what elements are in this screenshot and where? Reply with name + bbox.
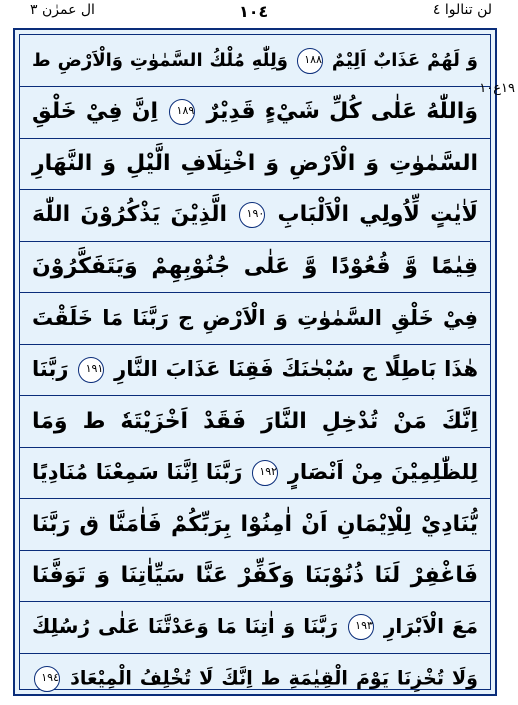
line-text	[32, 563, 478, 588]
verse-text: اِنَّكَ مَنْ تُدْخِلِ النَّارَ فَقَدْ اَخْزَيْتَهٗ ط وَمَا	[32, 408, 478, 434]
ayah-number-marker: ١٩٢	[252, 460, 278, 486]
text-line	[20, 138, 490, 190]
line-text	[32, 512, 478, 537]
line-text	[32, 357, 478, 383]
verse-text: السَّمٰوٰتِ وَ الْاَرْضِ وَ اخْتِلَافِ الَّيْلِ وَ النَّهَارِ	[32, 151, 478, 176]
verse-text: وَلَا تُخْزِنَا يَوْمَ الْقِيٰمَةِ ط اِنَّكَ لَا تُخْلِفُ الْمِيْعَادَ	[70, 667, 478, 690]
ayah-number-marker: ١٩٠	[239, 202, 265, 228]
text-line	[20, 344, 490, 396]
text-line	[20, 499, 490, 551]
verse-text: وَلِلّٰهِ مُلْكُ السَّمٰوٰتِ وَالْاَرْضِ ط	[32, 49, 295, 71]
page-header	[0, 0, 518, 22]
verse-text: وَاللّٰهُ عَلٰى كُلِّ شَيْءٍ قَدِيْرٌ	[206, 99, 478, 124]
surah-name: ال عمرٰن ٣	[30, 2, 95, 18]
verse-text: لَاٰيٰتٍ لِّاُولِي الْاَلْبَابِ	[277, 202, 479, 227]
line-text	[32, 202, 478, 228]
text-line	[20, 241, 490, 293]
verse-text: فِيْ خَلْقِ السَّمٰوٰتِ وَ الْاَرْضِ ج رَبَّنَا مَا خَلَقْتَ	[32, 306, 478, 330]
line-text	[32, 151, 478, 176]
line-text	[32, 409, 478, 434]
verse-text: وَ لَهُمْ عَذَابٌ اَلِيْمٌ	[331, 49, 478, 71]
verse-text: فَاغْفِرْ لَنَا ذُنُوْبَنَا وَكَفِّرْ عَنَّا سَيِّاٰتِنَا وَ تَوَفَّنَا	[32, 563, 478, 588]
line-text	[32, 306, 478, 330]
text-line	[20, 190, 490, 242]
verse-text: مَعَ الْاَبْرَارِ	[383, 613, 478, 638]
verse-text: الَّذِيْنَ يَذْكُرُوْنَ اللّٰهَ	[32, 202, 238, 227]
page-number: ١٠٤	[239, 2, 269, 21]
verse-text: قِيٰمًا وَّ قُعُوْدًا وَّ عَلٰى جُنُوْبِهِمْ وَيَتَفَكَّرُوْنَ	[32, 254, 478, 279]
ayah-number-marker: ١٩١	[78, 357, 104, 383]
line-text	[32, 99, 478, 125]
ayah-number-marker: ١٨٩	[169, 99, 195, 125]
line-text	[32, 614, 478, 641]
text-line	[20, 653, 490, 705]
ayah-number-marker: ١٩٤	[34, 666, 60, 692]
text-line	[20, 87, 490, 139]
line-text	[32, 254, 478, 279]
line-text	[32, 666, 478, 692]
verse-text: اِنَّ فِيْ خَلْقِ	[32, 99, 168, 124]
ayah-number-marker: ١٨٨	[297, 48, 323, 74]
page-frame	[13, 28, 497, 696]
line-text	[32, 460, 478, 486]
ayah-number-marker: ١٩٣	[348, 614, 374, 640]
verse-text: لِلظّٰلِمِيْنَ مِنْ اَنْصَارٍ	[287, 459, 479, 484]
verse-text: رَبَّنَا اِنَّنَا سَمِعْنَا مُنَادِيًا	[32, 459, 251, 484]
text-line	[20, 396, 490, 448]
text-line	[20, 602, 490, 654]
ruku-margin-note: ١٩ع١٠	[479, 81, 515, 96]
verse-text: يُّنَادِيْ لِلْاِيْمَانِ اَنْ اٰمِنُوْا بِرَبِّكُمْ فَاٰمَنَّا ق رَبَّنَا	[32, 511, 478, 537]
text-line	[20, 293, 490, 345]
juz-name: لن تنالوا ٤	[432, 2, 492, 18]
line-text	[32, 48, 478, 74]
text-block	[19, 34, 491, 690]
verse-text: رَبَّنَا وَ اٰتِنَا مَا وَعَدْتَّنَا عَلٰى رُسُلِكَ	[32, 613, 346, 638]
text-line	[20, 35, 490, 87]
text-line	[20, 447, 490, 499]
text-line	[20, 550, 490, 602]
verse-text: هٰذَا بَاطِلًا ج سُبْحٰنَكَ فَقِنَا عَذَابَ النَّارِ	[114, 356, 479, 381]
verse-text: رَبَّنَا	[32, 356, 77, 381]
